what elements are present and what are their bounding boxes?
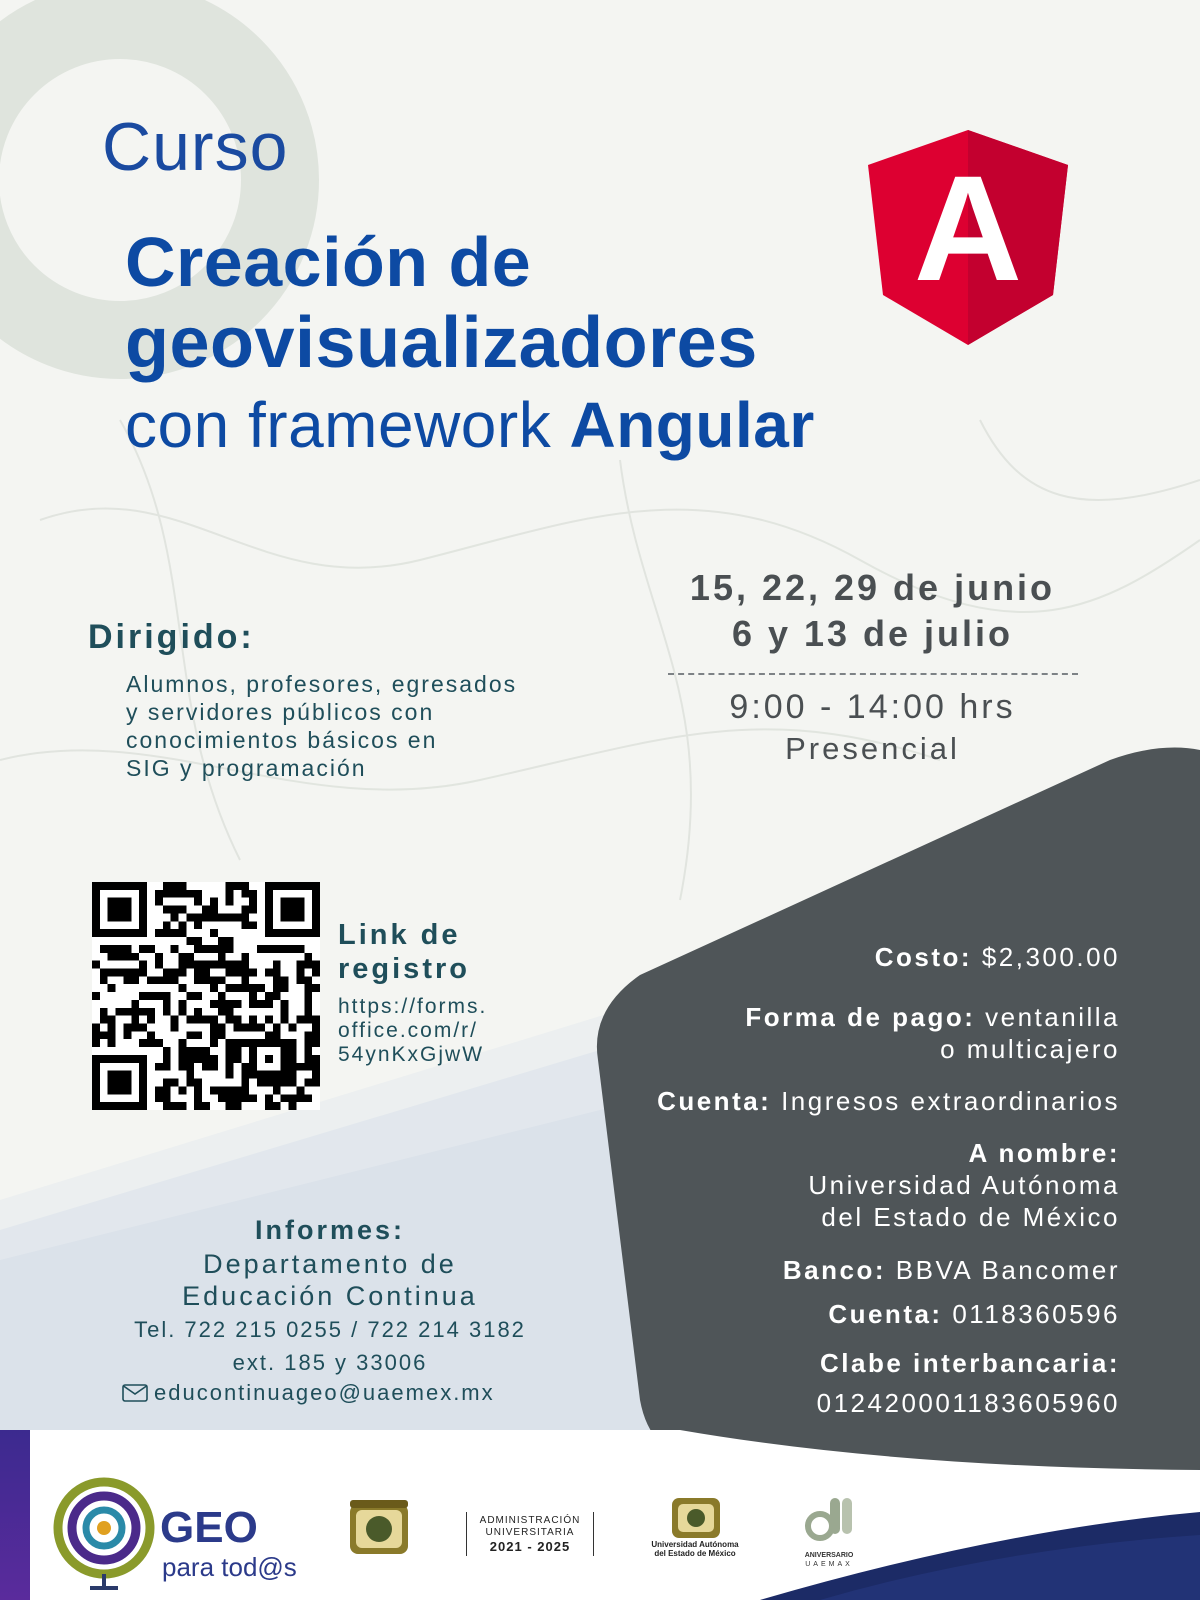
payment-account-number xyxy=(828,1298,1120,1330)
contact-heading: Informes: xyxy=(254,1215,406,1245)
admin-line-1: ADMINISTRACIÓN xyxy=(479,1515,581,1526)
schedule-mode: Presencial xyxy=(785,731,960,766)
geo-logo-text: GEO xyxy=(160,1503,258,1552)
payment-clabe-value: 012420001183605960 xyxy=(816,1388,1120,1418)
angular-logo-letter: A xyxy=(913,144,1023,312)
payment-account xyxy=(657,1085,1120,1117)
uaem-shield-icon xyxy=(670,1496,722,1540)
payment-method-value-1: ventanilla xyxy=(985,1002,1120,1032)
payment-beneficiary xyxy=(808,1137,1120,1233)
course-kicker: Curso xyxy=(102,109,289,185)
anniversary-logo-icon xyxy=(800,1492,856,1550)
payment-cost-label: Costo: xyxy=(874,942,973,972)
payment-method xyxy=(745,1001,1120,1065)
anniversary-caption-line: ANIVERSARIO xyxy=(804,1552,854,1559)
payment-name-value-2: del Estado de México xyxy=(821,1202,1120,1232)
registration-link[interactable] xyxy=(338,995,508,1067)
payment-bank-value: BBVA Bancomer xyxy=(895,1255,1120,1285)
schedule-block xyxy=(640,565,1105,769)
mail-icon xyxy=(122,1384,148,1402)
course-title-line-2: geovisualizadores xyxy=(125,303,758,383)
contact-block xyxy=(120,1212,540,1378)
dates-line-2: 6 y 13 de julio xyxy=(731,613,1014,654)
contact-dept-line-2: Educación Continua xyxy=(182,1281,478,1311)
qr-code-icon[interactable] xyxy=(92,882,320,1110)
payment-cost-value: $2,300.00 xyxy=(981,942,1120,972)
registration-url-line[interactable]: office.com/r/ xyxy=(338,1019,478,1042)
contact-extensions: ext. 185 y 33006 xyxy=(232,1350,428,1375)
anniversary-caption xyxy=(794,1551,864,1569)
title-line-3-bold: Angular xyxy=(569,389,815,461)
payment-method-label: Forma de pago: xyxy=(745,1002,976,1032)
payment-account-number-value: 0118360596 xyxy=(952,1299,1120,1329)
geo-logo-subtext: para tod@s xyxy=(162,1552,297,1582)
contact-email[interactable]: educontinuageo@uaemex.mx xyxy=(154,1380,495,1405)
geo-para-todos-logo xyxy=(52,1470,302,1595)
registration-heading xyxy=(338,918,528,986)
payment-account-number-label: Cuenta: xyxy=(828,1299,943,1329)
footer-accent-bar xyxy=(0,1430,30,1600)
anniversary-caption-sub: UAEMAX xyxy=(805,1561,853,1568)
registration-url-line[interactable]: https://forms. xyxy=(338,995,488,1018)
uaem-caption-line-2: del Estado de México xyxy=(654,1549,736,1558)
contact-phone[interactable]: Tel. 722 215 0255 / 722 214 3182 xyxy=(134,1317,526,1342)
audience-line: y servidores públicos con xyxy=(126,699,435,725)
registration-heading-line-1: Link de xyxy=(338,919,461,951)
schedule-time: 9:00 - 14:00 hrs xyxy=(729,688,1016,726)
audience-description xyxy=(126,670,586,782)
audience-heading: Dirigido: xyxy=(88,618,255,656)
payment-account-value: Ingresos extraordinarios xyxy=(781,1086,1120,1116)
payment-name-label: A nombre: xyxy=(968,1138,1120,1168)
administration-badge xyxy=(466,1512,594,1556)
registration-heading-line-2: registro xyxy=(338,953,470,985)
course-title-line-3 xyxy=(125,388,815,462)
payment-bank-label: Banco: xyxy=(782,1255,887,1285)
payment-bank xyxy=(783,1254,1120,1286)
title-line-3-prefix: con framework xyxy=(125,389,552,461)
payment-clabe-label: Clabe interbancaria: xyxy=(820,1348,1120,1378)
payment-name-value-1: Universidad Autónoma xyxy=(808,1170,1120,1200)
admin-line-2: UNIVERSITARIA xyxy=(485,1527,575,1538)
dates-line-1: 15, 22, 29 de junio xyxy=(689,567,1056,608)
course-title-line-1: Creación de xyxy=(125,223,532,301)
angular-logo-icon xyxy=(868,130,1068,345)
schedule-divider xyxy=(668,673,1078,675)
admin-years: 2021 - 2025 xyxy=(489,1539,571,1554)
payment-cost xyxy=(875,941,1120,973)
payment-clabe xyxy=(817,1347,1120,1419)
audience-line: conocimientos básicos en xyxy=(126,727,438,753)
registration-url-line[interactable]: 54ynKxGjwW xyxy=(338,1043,485,1066)
audience-line: SIG y programación xyxy=(126,755,367,781)
contact-email-row[interactable] xyxy=(122,1380,495,1406)
audience-line: Alumnos, profesores, egresados xyxy=(126,671,518,697)
uaem-caption xyxy=(640,1540,750,1558)
payment-method-value-2: o multicajero xyxy=(940,1034,1120,1064)
payment-account-label: Cuenta: xyxy=(657,1086,772,1116)
uaem-caption-line-1: Universidad Autónoma xyxy=(651,1540,739,1549)
contact-dept-line-1: Departamento de xyxy=(203,1249,457,1279)
uaem-seal-icon xyxy=(346,1498,412,1560)
